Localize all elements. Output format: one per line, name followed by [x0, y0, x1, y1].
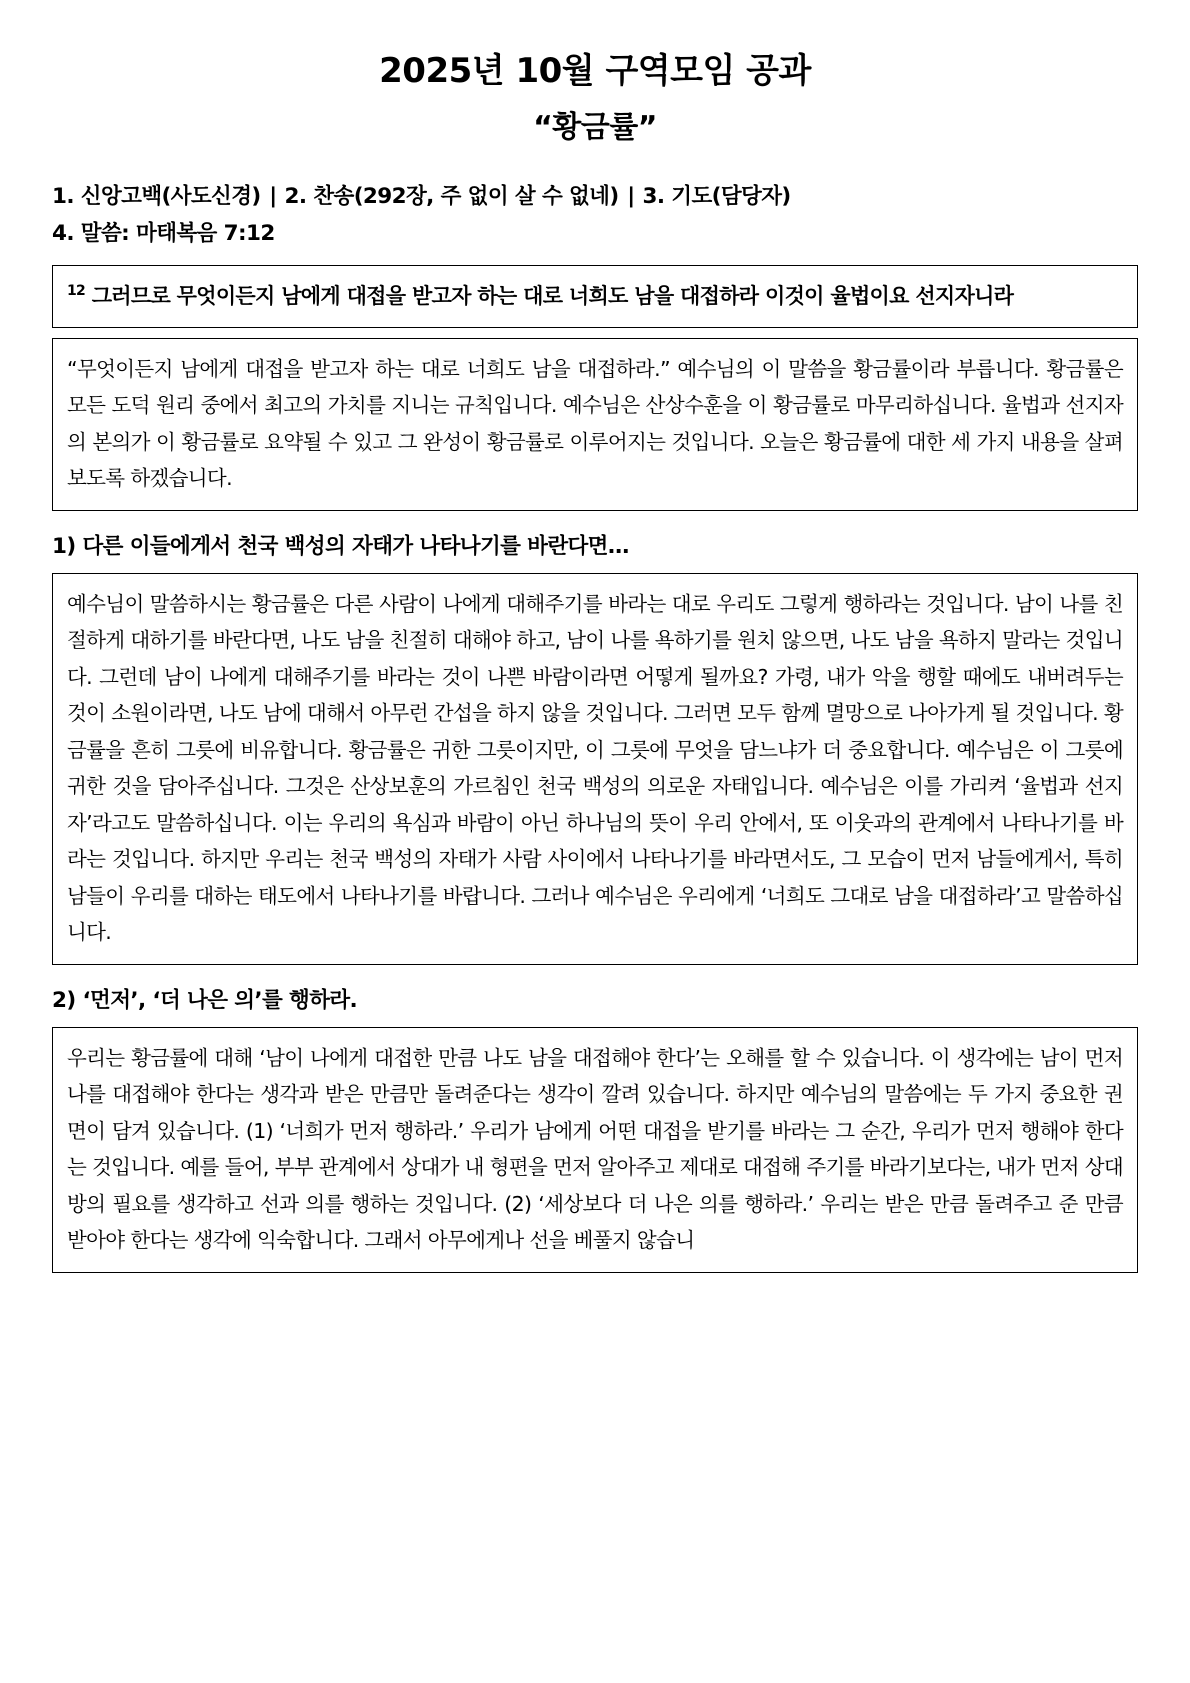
- scripture-text: [67, 279, 1123, 313]
- order-line-1: 1. 신앙고백(사도신경) ∣ 2. 찬송(292장, 주 없이 살 수 없네) ∣ 3. 기도(담당자): [52, 184, 791, 209]
- order-line-2: 4. 말씀: 마태복음 7:12: [52, 221, 275, 247]
- section-heading-2: 2) ‘먼저’, ‘더 나은 의’를 행하라.: [52, 987, 358, 1013]
- section-body-box-2: [52, 1027, 1138, 1273]
- scripture-body: 그러므로 무엇이든지 남에게 대접을 받고자 하는 대로 너희도 남을 대접하라 이것이 율법이요 선지자니라: [91, 283, 1014, 308]
- section-body-text-1: 예수님이 말씀하시는 황금률은 다른 사람이 나에게 대해주기를 바라는 대로 우리도 그렇게 행하라는 것입니다. 남이 나를 친절하게 대하기를 바란다면, 나도 남을 친절히 대해야 하고, 남이 나를 욕하기를 원치 않으면, 나도 남을 욕하지 말라는 것입니다. 그런데 남이 나에게 대해주기를 바라는 것이 나쁜 바람이라면 어떻게 될까요? 가령, 내가 악을 행할 때에도 내버려두는 것이 소원이라면, 나도 남에 대해서 아무런 간섭을 하지 않을 것입니다. 그러면 모두 함께 멸망으로 나아가게 될 것입니다. 황금률을 흔히 그릇에 비유합니다. 황금률은 귀한 그릇이지만, 이 그릇에 무엇을 담느냐가 더 중요합니다. 예수님은 이 그릇에 귀한 것을 담아주십니다. 그것은 산상보훈의 가르침인 천국 백성의 의로운 자태입니다. 예수님은 이를 가리켜 ‘율법과 선지자’라고도 말씀하십니다. 이는 우리의 욕심과 바람이 아닌 하나님의 뜻이 우리 안에서, 또 이웃과의 관계에서 나타나기를 바라는 것입니다. 하지만 우리는 천국 백성의 자태가 사람 사이에서 나타나기를 바라면서도, 그 모습이 먼저 남들에게서, 특히 남들이 우리를 대하는 태도에서 나타나기를 바랍니다. 그러나 예수님은 우리에게 ‘너희도 그대로 남을 대접하라’고 말씀하십니다.: [67, 591, 1123, 945]
- scripture-box: [52, 265, 1138, 328]
- document-subtitle: “황금률”: [533, 109, 657, 145]
- order-of-service: [52, 180, 1138, 251]
- section-heading-1: 1) 다른 이들에게서 천국 백성의 자태가 나타나기를 바란다면…: [52, 533, 629, 559]
- verse-number: 12: [67, 282, 86, 299]
- section-body-box-1: [52, 573, 1138, 965]
- intro-box: [52, 338, 1138, 511]
- intro-text: “무엇이든지 남에게 대접을 받고자 하는 대로 너희도 남을 대접하라.” 예수님의 이 말씀을 황금률이라 부릅니다. 황금률은 모든 도덕 원리 중에서 최고의 가치를 지니는 규칙입니다. 예수님은 산상수훈을 이 황금률로 마무리하십니다. 율법과 선지자의 본의가 이 황금률로 요약될 수 있고 그 완성이 황금률로 이루어지는 것입니다. 오늘은 황금률에 대한 세 가지 내용을 살펴보도록 하겠습니다.: [67, 356, 1123, 491]
- document-title: 2025년 10월 구역모임 공과: [379, 51, 811, 91]
- section-body-text-2: 우리는 황금률에 대해 ‘남이 나에게 대접한 만큼 나도 남을 대접해야 한다’는 오해를 할 수 있습니다. 이 생각에는 남이 먼저 나를 대접해야 한다는 생각과 받은 만큼만 돌려준다는 생각이 깔려 있습니다. 하지만 예수님의 말씀에는 두 가지 중요한 권면이 담겨 있습니다. (1) ‘너희가 먼저 행하라.’ 우리가 남에게 어떤 대접을 받기를 바라는 그 순간, 우리가 먼저 행해야 한다는 것입니다. 예를 들어, 부부 관계에서 상대가 내 형편을 먼저 알아주고 제대로 대접해 주기를 바라기보다는, 내가 먼저 상대방의 필요를 생각하고 선과 의를 행하는 것입니다. (2) ‘세상보다 더 나은 의를 행하라.’ 우리는 받은 만큼 돌려주고 준 만큼 받아야 한다는 생각에 익숙합니다. 그래서 아무에게나 선을 베풀지 않습니: [67, 1045, 1123, 1253]
